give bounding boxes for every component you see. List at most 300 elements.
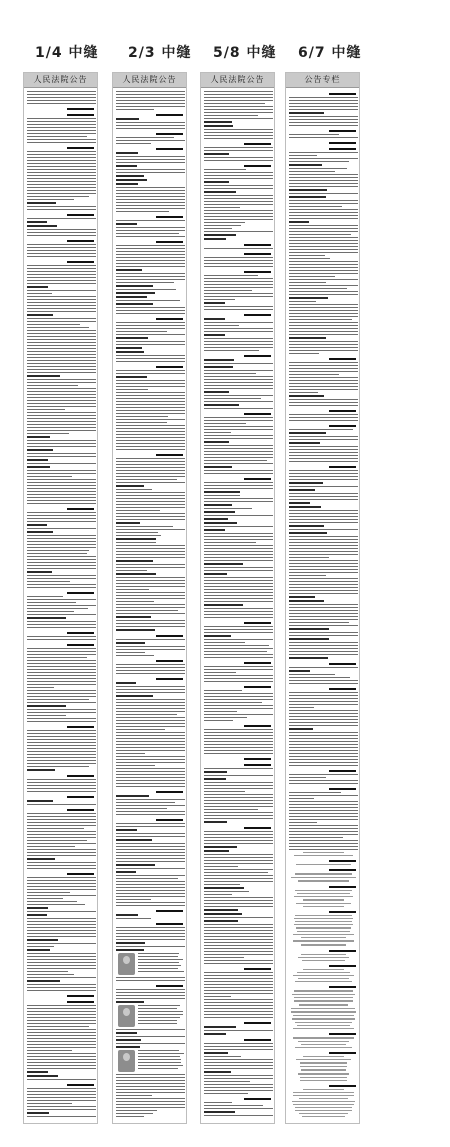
text-line: [289, 519, 358, 520]
text-line: [27, 936, 96, 937]
text-line: [298, 957, 349, 958]
text-line: [116, 282, 174, 283]
text-line: [289, 657, 328, 659]
text-line: [293, 1095, 354, 1096]
text-line: [27, 360, 96, 361]
text-line: [116, 169, 185, 170]
text-line: [294, 997, 353, 998]
text-line: [27, 974, 74, 975]
text-line: [289, 155, 317, 156]
text-line: [116, 871, 136, 873]
text-line: [204, 1115, 273, 1116]
text-line: [138, 1014, 183, 1015]
text-line: [204, 347, 273, 348]
text-line: [116, 601, 154, 602]
text-line: [27, 1065, 96, 1066]
text-line: [289, 625, 358, 626]
text-line: [27, 327, 89, 328]
text-line: [116, 422, 167, 423]
text-line: [138, 959, 183, 960]
text-line: [289, 493, 358, 494]
text-line: [204, 501, 273, 502]
text-line: [204, 629, 273, 630]
text-line: [27, 596, 63, 597]
text-line: [204, 608, 273, 609]
text-line: [27, 1032, 96, 1033]
text-line: [204, 498, 273, 499]
text-line: [27, 305, 96, 306]
text-line: [296, 927, 351, 929]
text-line: [116, 884, 185, 885]
text-line: [289, 252, 358, 253]
text-line: [204, 91, 273, 92]
text-line: [289, 683, 358, 684]
text-line: [289, 747, 358, 748]
text-line: [116, 143, 151, 144]
text-line: [204, 903, 273, 904]
text-line: [289, 264, 358, 265]
text-line: [204, 632, 273, 633]
text-line: [204, 1062, 273, 1063]
text-line: [204, 366, 233, 368]
text-line: [293, 1092, 355, 1093]
text-line: [27, 538, 96, 539]
text-line: [289, 125, 358, 126]
text-line: [289, 713, 358, 714]
text-line: [289, 285, 358, 286]
text-line: [289, 792, 341, 793]
text-line: [204, 906, 273, 907]
text-line: [204, 563, 243, 565]
text-line: [27, 1029, 96, 1030]
text-line: [289, 725, 358, 726]
text-line: [116, 109, 154, 110]
text-line: [289, 548, 358, 549]
text-line: [116, 251, 185, 252]
text-line: [27, 1026, 89, 1027]
text-line: [204, 441, 229, 443]
text-line: [116, 522, 140, 524]
text-line: [116, 1001, 144, 1003]
text-line: [116, 768, 185, 769]
text-line: [27, 351, 96, 352]
text-line: [116, 103, 185, 104]
text-line: [27, 512, 96, 513]
text-line: [289, 695, 358, 696]
text-line: [27, 754, 96, 755]
text-line: [289, 371, 358, 372]
text-line: [204, 750, 273, 751]
text-line: [27, 280, 96, 281]
text-line: [289, 294, 358, 295]
text-line: [289, 97, 358, 98]
text-line: [27, 684, 96, 685]
text-line: [289, 566, 358, 567]
text-line: [289, 674, 335, 675]
text-line: [116, 774, 185, 775]
text-line: [204, 204, 273, 205]
text-line: [301, 1044, 347, 1045]
text-line: [116, 836, 185, 837]
text-line: [27, 357, 96, 358]
text-line: [204, 837, 273, 838]
text-line: [204, 454, 273, 455]
text-line: [289, 414, 358, 415]
text-line: [204, 702, 262, 703]
text-line: [138, 1005, 180, 1006]
text-line: [116, 642, 145, 644]
text-line: [116, 1083, 185, 1084]
text-line: [289, 557, 329, 558]
text-line: [289, 116, 358, 117]
text-line: [204, 834, 273, 835]
text-line: [204, 800, 273, 801]
text-line: [289, 843, 358, 844]
text-line: [27, 1050, 72, 1051]
text-line: [289, 234, 351, 235]
text-line: [138, 1011, 183, 1012]
text-line: [116, 94, 185, 95]
text-line: [289, 581, 358, 582]
text-line: [27, 382, 96, 383]
text-line: [289, 331, 358, 332]
text-line: [116, 220, 185, 221]
text-line: [27, 709, 96, 710]
text-line: [116, 623, 185, 624]
text-line: [289, 461, 358, 462]
text-line: [116, 738, 185, 739]
text-line: [289, 499, 358, 500]
text-line: [27, 816, 96, 817]
text-line: [289, 350, 358, 351]
text-line: [27, 424, 96, 425]
text-line: [204, 741, 273, 742]
text-line: [27, 181, 96, 182]
text-line: [27, 831, 96, 832]
text-line: [204, 112, 273, 113]
text-line: [27, 1091, 96, 1092]
text-line: [27, 133, 96, 134]
text-line: [116, 279, 185, 280]
text-line: [204, 920, 238, 922]
text-line: [27, 1056, 96, 1057]
text-line: [27, 712, 96, 713]
text-line: [289, 545, 358, 546]
text-line: [289, 584, 358, 585]
text-line: [204, 681, 273, 682]
text-line: [204, 539, 273, 540]
text-line: [116, 717, 185, 718]
text-line: [289, 710, 358, 711]
notice-column-3: [200, 72, 275, 1124]
text-line: [27, 466, 50, 468]
text-line: [116, 567, 185, 568]
text-line: [204, 448, 273, 449]
text-line: [289, 344, 358, 345]
text-line: [27, 354, 96, 355]
text-line: [289, 732, 358, 733]
text-line: [204, 598, 273, 599]
text-line: [204, 508, 252, 509]
text-line: [116, 395, 185, 396]
text-line: [204, 331, 273, 332]
text-line: [27, 769, 55, 771]
text-line: [116, 702, 185, 703]
text-line: [302, 1116, 346, 1117]
text-line: [204, 172, 273, 173]
text-line: [27, 206, 96, 207]
text-line: [116, 899, 151, 900]
text-line: [289, 291, 358, 292]
text-line: [27, 639, 96, 640]
text-line: [27, 742, 96, 743]
text-line: [27, 388, 96, 389]
text-line: [116, 498, 185, 499]
text-line: [27, 852, 96, 853]
text-line: [116, 893, 185, 894]
text-line: [27, 379, 96, 380]
text-line: [204, 175, 273, 176]
text-line: [116, 655, 154, 656]
text-line: [204, 463, 273, 464]
text-line: [116, 560, 153, 562]
text-line: [27, 225, 57, 227]
text-line: [204, 794, 273, 795]
text-line: [116, 495, 185, 496]
text-line: [289, 607, 358, 608]
text-line: [116, 479, 177, 480]
text-line: [27, 193, 96, 194]
text-line: [116, 896, 185, 897]
text-line: [116, 670, 185, 671]
text-line: [116, 125, 185, 126]
text-line: [204, 583, 273, 584]
text-line: [116, 589, 149, 590]
text-line: [289, 825, 358, 826]
text-line: [204, 485, 273, 486]
text-line: [27, 693, 96, 694]
text-line: [27, 918, 96, 919]
text-line: [204, 488, 273, 489]
text-line: [298, 1041, 348, 1042]
text-line: [289, 819, 358, 820]
text-line: [303, 906, 343, 907]
text-line: [116, 156, 185, 157]
text-line: [204, 987, 273, 988]
text-line: [116, 808, 167, 809]
text-line: [204, 573, 227, 575]
text-line: [27, 730, 96, 731]
text-line: [289, 212, 358, 213]
text-line: [27, 547, 96, 548]
text-line: [116, 269, 142, 271]
text-line: [27, 663, 96, 664]
text-line: [116, 233, 179, 234]
text-line: [116, 128, 185, 129]
text-line: [289, 502, 310, 504]
text-line: [300, 1066, 348, 1067]
text-line: [27, 614, 96, 615]
text-line: [293, 1104, 355, 1105]
text-line: [27, 1097, 96, 1098]
text-line: [116, 516, 185, 517]
text-line: [138, 953, 179, 954]
text-line: [204, 878, 273, 879]
text-line: [289, 158, 358, 159]
text-line: [204, 129, 273, 130]
text-line: [116, 489, 152, 490]
text-line: [289, 613, 358, 614]
text-line: [27, 1094, 96, 1095]
text-line: [289, 619, 358, 620]
text-line: [116, 289, 176, 290]
text-line: [299, 1098, 348, 1099]
text-line: [204, 592, 273, 593]
text-line: [116, 1029, 185, 1030]
text-line: [204, 395, 273, 396]
text-line: [116, 510, 160, 511]
text-line: [27, 476, 72, 477]
text-line: [27, 232, 96, 233]
text-line: [27, 621, 96, 622]
text-line: [289, 822, 317, 823]
text-line: [116, 473, 185, 474]
text-line: [116, 626, 185, 627]
text-line: [289, 677, 350, 678]
text-line: [289, 774, 358, 775]
text-line: [116, 1039, 141, 1041]
text-line: [204, 278, 273, 279]
text-line: [27, 127, 96, 128]
text-line: [27, 599, 96, 600]
text-line: [27, 190, 96, 191]
text-line: [27, 1038, 96, 1039]
text-line: [27, 500, 96, 501]
text-line: [27, 1068, 96, 1069]
text-line: [116, 535, 161, 536]
text-line: [27, 187, 96, 188]
text-line: [27, 290, 96, 291]
text-line: [289, 738, 358, 739]
text-line: [138, 1023, 177, 1024]
text-line: [301, 944, 346, 946]
text-line: [204, 118, 273, 119]
text-line: [27, 286, 48, 288]
text-line: [289, 813, 358, 814]
text-line: [289, 750, 358, 751]
text-line: [27, 1075, 58, 1077]
text-line: [27, 736, 96, 737]
text-line: [204, 1111, 235, 1113]
text-line: [116, 705, 185, 706]
text-line: [116, 165, 137, 167]
text-line: [204, 933, 273, 934]
text-line: [289, 513, 358, 514]
text-line: [116, 858, 185, 859]
text-line: [116, 443, 185, 444]
text-line: [204, 169, 246, 170]
text-line: [27, 524, 47, 526]
text-line: [27, 924, 96, 925]
text-line: [116, 254, 185, 255]
text-line: [116, 341, 185, 342]
text-line: [138, 1056, 180, 1057]
text-line: [116, 918, 151, 919]
text-line: [289, 310, 358, 311]
text-line: [27, 565, 96, 566]
text-line: [116, 476, 185, 477]
text-line: [27, 822, 96, 823]
text-line: [204, 557, 273, 558]
text-line: [204, 809, 258, 810]
text-line: [27, 904, 85, 905]
text-line: [27, 218, 96, 219]
text-line: [27, 757, 96, 758]
text-line: [27, 265, 96, 266]
text-line: [27, 837, 96, 838]
text-line: [138, 968, 178, 969]
text-line: [289, 395, 324, 397]
text-line: [27, 418, 96, 419]
text-line: [289, 334, 358, 335]
text-line: [116, 193, 185, 194]
text-line: [116, 1101, 185, 1102]
text-line: [27, 651, 96, 652]
text-line: [27, 391, 96, 392]
text-line: [116, 337, 148, 339]
text-line: [27, 443, 96, 444]
text-line: [116, 902, 185, 903]
text-line: [138, 1020, 177, 1021]
text-line: [204, 1081, 250, 1082]
text-line: [27, 813, 96, 814]
text-line: [116, 833, 185, 834]
text-line: [27, 427, 96, 428]
text-line: [27, 804, 96, 805]
text-line: [116, 936, 185, 937]
text-line: [289, 698, 358, 699]
column-banner: 人民法院公告: [24, 73, 97, 88]
text-line: [204, 900, 273, 901]
text-line: [204, 960, 273, 961]
text-line: [27, 202, 56, 204]
text-line: [27, 748, 96, 749]
text-line: [204, 344, 273, 345]
text-line: [116, 711, 185, 712]
text-line: [27, 136, 87, 137]
text-line: [116, 826, 185, 827]
text-line: [293, 1037, 354, 1039]
text-line: [116, 686, 185, 687]
text-line: [204, 775, 273, 776]
text-line: [302, 960, 345, 961]
text-line: [27, 311, 96, 312]
text-line: [204, 511, 235, 513]
text-line: [289, 183, 358, 184]
text-line: [303, 969, 345, 970]
text-line: [289, 297, 328, 299]
text-line: [204, 132, 273, 133]
text-line: [27, 889, 96, 890]
text-line: [116, 592, 185, 593]
text-line: [27, 1088, 96, 1089]
text-line: [27, 1079, 96, 1080]
text-line: [27, 883, 96, 884]
text-line: [204, 806, 273, 807]
text-line: [27, 718, 96, 719]
text-line: [27, 914, 47, 916]
text-line: [289, 777, 326, 778]
